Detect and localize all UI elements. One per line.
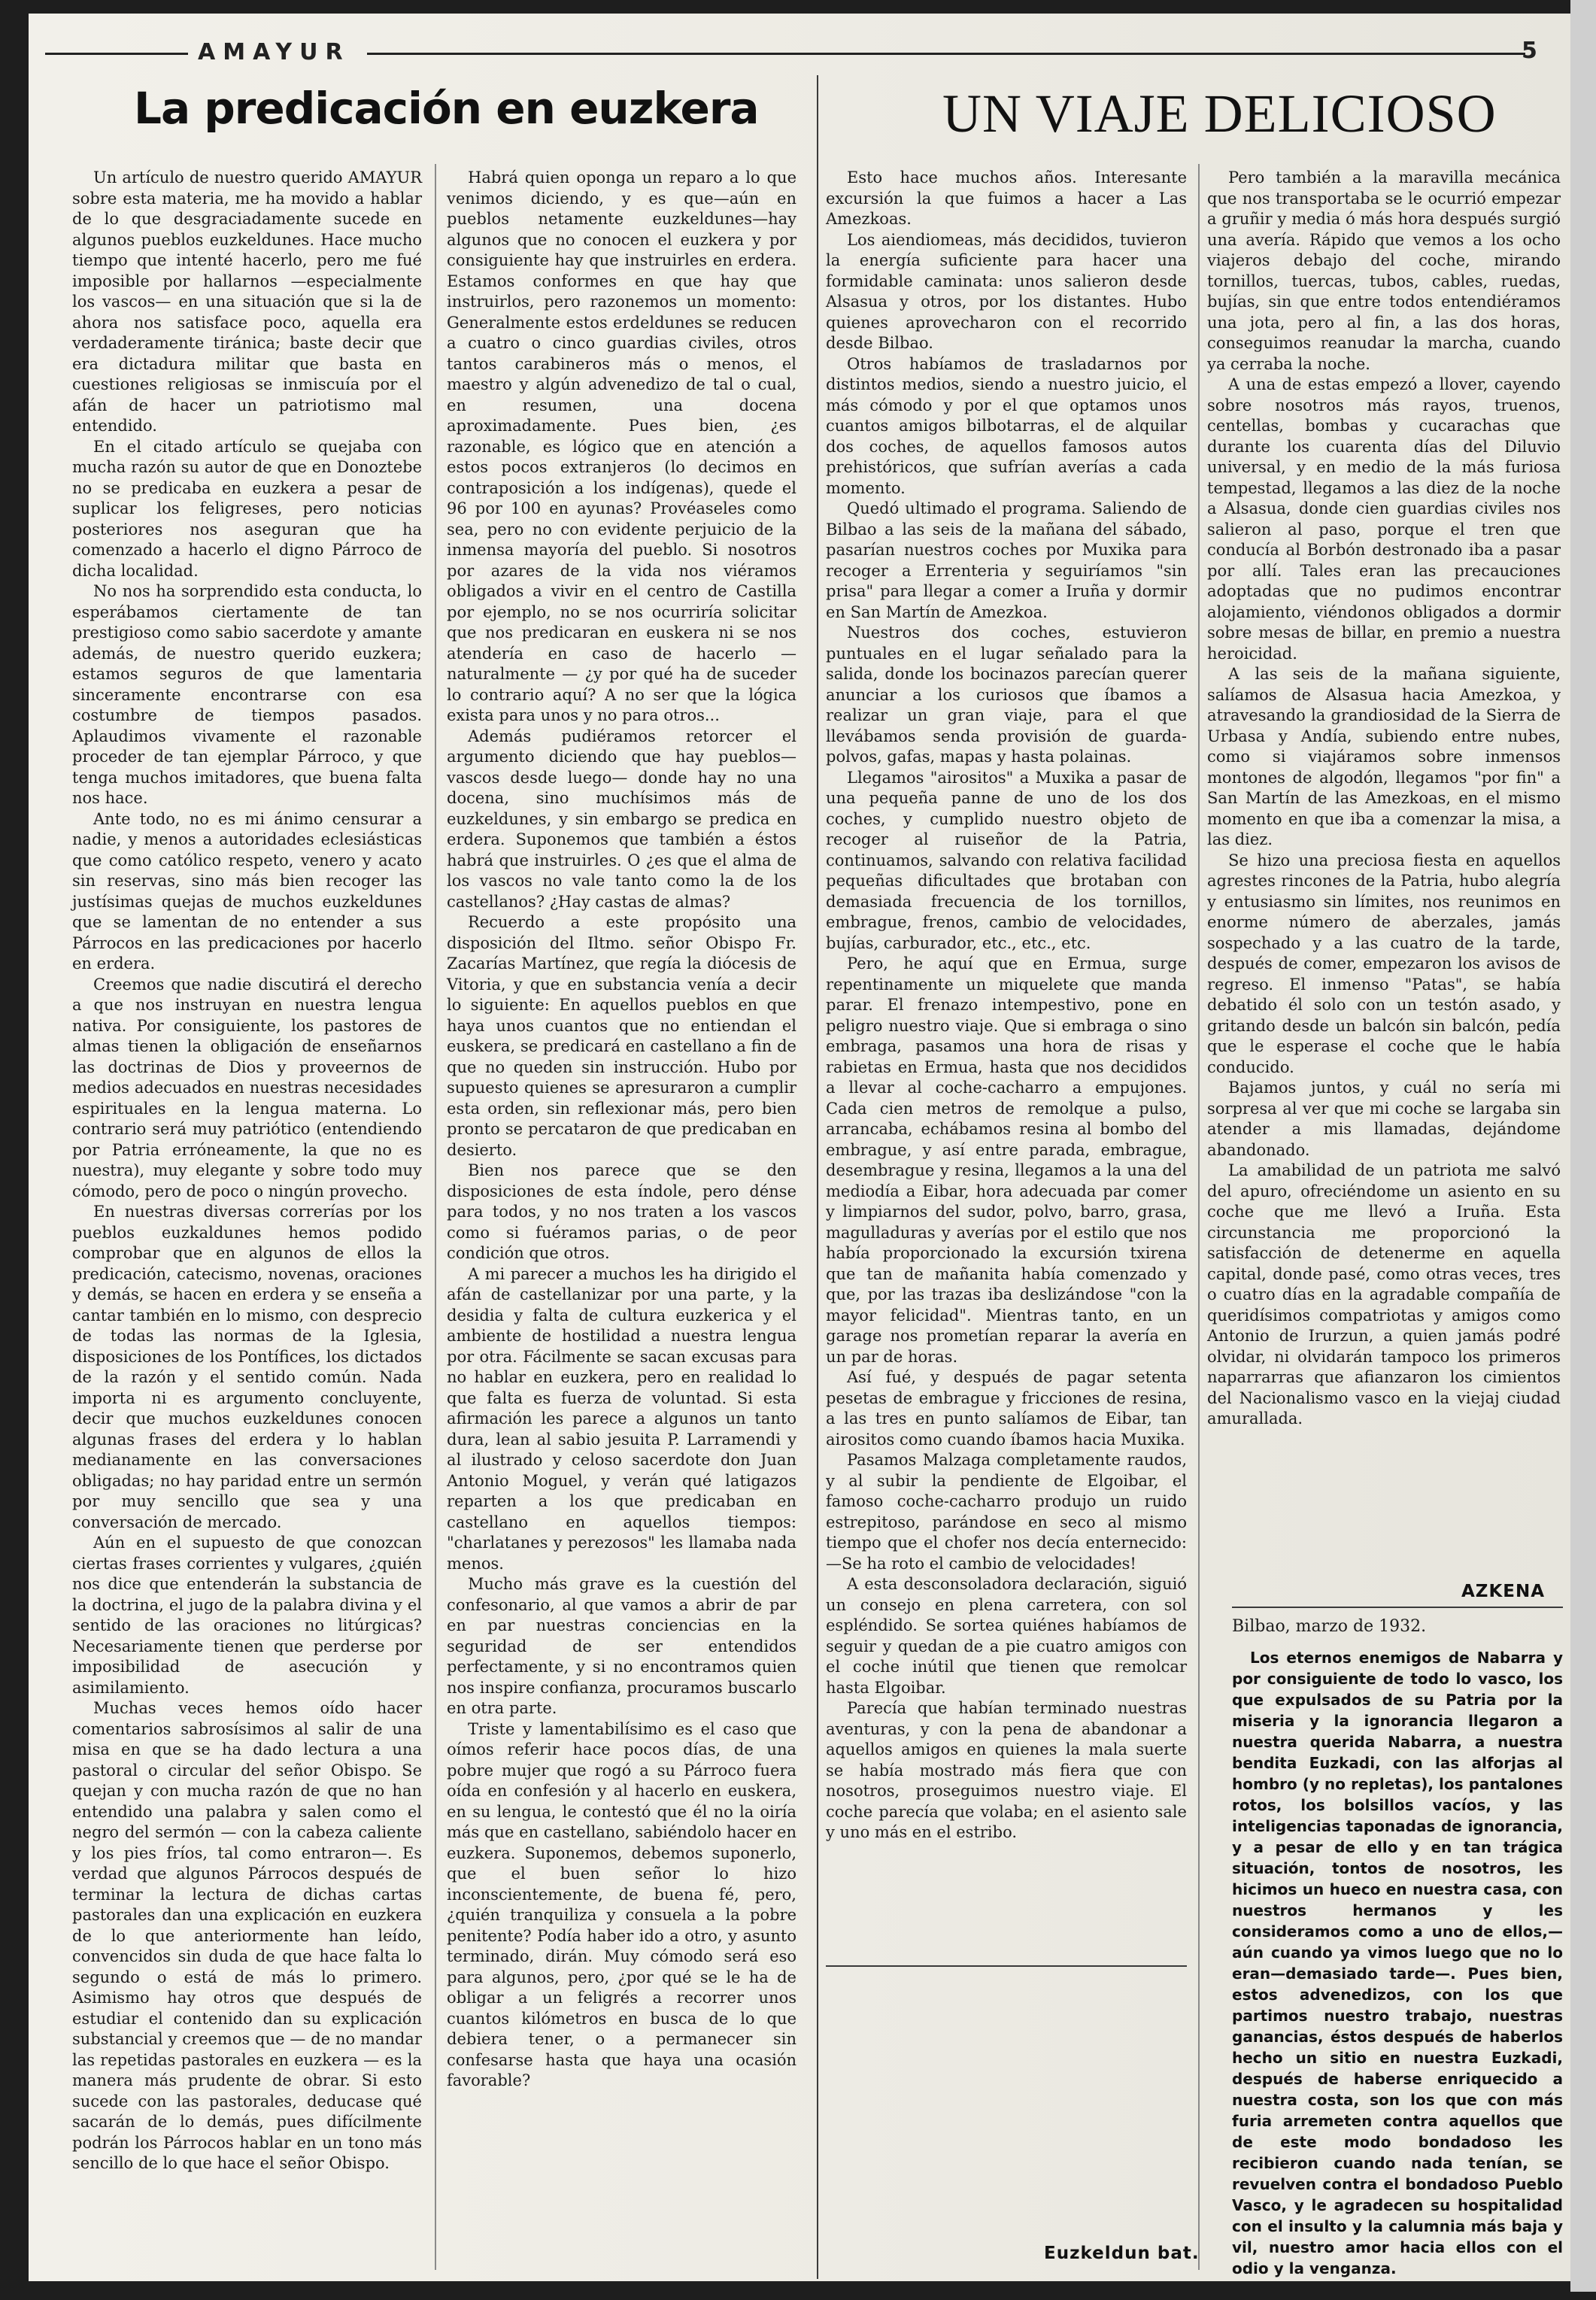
- header-rule-right: [367, 53, 1525, 55]
- paragraph: Además pudiéramos retorcer el argumento diciendo que hay pueblos—vascos desde luego— donde hay no una docena, sino muchísimos más de euzkeldunes, y sin embargo se predica en erdera. Suponemos que también a éstos habrá que instruirles. O ¿es que el alma de los vascos no vale tanto como la de los castellanos? ¿Hay castas de almas?: [447, 727, 796, 911]
- paragraph: Triste y lamentabilísimo es el caso que oímos referir hace pocos días, de una pobre mujer que rogó a su Párroco fuera oída en confesión y al hacerlo en euskera, en su lengua, le contestó que él no la oiría más que en castellano, sabiéndolo hacer en euzkera. Suponemos, debemos suponerlo, que el buen señor lo hizo inconscientemente, de buena fé, pero, ¿quién tranquiliza y consuela a la pobre penitente? Podía haber ido a otro, y asunto terminado, dirán. Muy cómodo será eso para algunos, pero, ¿por qué se le ha de obligar a un feligrés a recorrer unos cuantos kilómetros en busca de lo que debiera tener, o a permanecer sin confesarse hasta que haya una ocasión favorable?: [447, 1719, 796, 2089]
- paragraph: A las seis de la mañana siguiente, salíamos de Alsasua hacia Amezkoa, y atravesando la grandiosidad de la Sierra de Urbasa y Andía, subiendo entre nubes, como si viajáramos sobre inmensos montones de algodón, llegamos "por fin" a San Martín de las Amezkoas, en el mismo momento en que iba a comenzar la misa, a las diez.: [1207, 665, 1561, 848]
- closing-note-text: Los eternos enemigos de Nabarra y por consiguiente de todo lo vasco, los que expulsados de su Patria por la miseria y la ignorancia llegaron a nuestra querida Nabarra, a nuestra bendita Euzkadi, con las alforjas al hombro (y no repletas), los pantalones rotos, los bolsillos vacíos, y las inteligencias taponadas de ignorancia, y a pesar de ello y en tan trágica situación, tontos de nosotros, les hicimos un hueco en nuestra casa, con nuestros hermanos y les consideramos como a uno de ellos,— aún cuando ya vimos luego que no lo eran—demasiado tarde—. Pues bien, estos advenedizos, con los que partimos nuestro trabajo, nuestras ganancias, éstos después de haberlos hecho un sitio en nuestra Euzkadi, después de haberse enriquecido a nuestra costa, son los que con más furia arremeten contra aquellos que de este modo bondadoso les recibieron cuando nada tenían, se revuelven contra el bondadoso Pueblo Vasco, y le agradecen su hospitalidad con el insulto y la calumnia más baja y vil, nuestro amor hacia ellos con el odio y la venganza.: [1232, 1649, 1563, 2277]
- header-rule-left: [45, 53, 188, 55]
- paragraph: Pasamos Malzaga completamente raudos, y al subir la pendiente de Elgoibar, el famoso coche-cacharro produjo un ruido estrepitoso, parándose en seco al mismo tiempo que el chofer nos decía enternecido: —Se ha roto el cambio de velocidades!: [826, 1451, 1187, 1573]
- center-column-divider: [817, 75, 818, 2279]
- paragraph: En nuestras diversas correrías por los pueblos euzkaldunes hemos podido comprobar que en algunos de ellos la predicación, catecismo, novenas, oraciones y demás, se hacen en erdera y se enseña a cantar también en lo mismo, con desprecio de todas las normas de la Iglesia, disposiciones de los Pontífices, los dictados de la razón y el sentido común. Nada importa ni es argumento concluyente, decir que muchos euzkeldunes conocen algunas frases del erdera y lo hablan medianamente en las conversaciones obligadas; no hay paridad entre un sermón por muy sencillo que sea y una conversación de mercado.: [72, 1203, 422, 1531]
- dateline: Bilbao, marzo de 1932.: [1232, 1617, 1427, 1636]
- paragraph: Mucho más grave es la cuestión del confesonario, al que vamos a abrir de par en par nuestras conciencias en la seguridad de ser entendidos perfectamente, y si no encontramos quien nos inspire confianza, procuramos buscarlo en otra parte.: [447, 1575, 796, 1717]
- newspaper-page: [29, 14, 1570, 2281]
- paragraph: La amabilidad de un patriota me salvó del apuro, ofreciéndome un asiento en su coche que me llevó a Iruña. Esta circunstancia me proporcionó la satisfacción de detenerme en aquella capital, donde pasé, como otras veces, tres o cuatro días en la agradable compañía de queridísimos compatriotas y amigos como Antonio de Irurzun, a quien jamás podré olvidar, ni olvidarán tampoco los primeros naparrarras que afianzaron los cimientos del Nacionalismo vasco en la viejaj ciudad amurallada.: [1207, 1161, 1561, 1428]
- left-column-gutter: [435, 164, 436, 2270]
- left-article-column-2: [447, 168, 796, 2300]
- paragraph: A esta desconsoladora declaración, siguió un consejo en plena carretera, con sol espléndido. Se sortea quiénes habíamos de seguir y quedan de a pie cuatro amigos con el coche inútil que tienen que remolcar hasta Elgoibar.: [826, 1575, 1187, 1697]
- paragraph: Se hizo una preciosa fiesta en aquellos agrestes rincones de la Patria, hubo alegría y entusiasmo sin límites, nos reunimos en enorme número de aberzales, jamás sospechado y a las cuatro de la tarde, después de comer, empezaron los avisos de regreso. El inmenso "Patas", se había debatido él solo con un testón asado, y gritando desde un balcón sin balcón, pedía que le esperase el coche que le había conducido.: [1207, 851, 1561, 1076]
- paragraph: Quedó ultimado el programa. Saliendo de Bilbao a las seis de la mañana del sábado, pasarían nuestros coches por Muxika para recoger a Errenteria y seguiríamos "sin prisa" para llegar a comer a Iruña y dormir en San Martín de Amezkoa.: [826, 499, 1187, 621]
- running-header: [29, 38, 1570, 74]
- paragraph: Habrá quien oponga un reparo a lo que venimos diciendo, y es que—aún en pueblos netamente euzkeldunes—hay algunos que no conocen el euzkera y por consiguiente hay que instruirles en erdera. Estamos conformes en que hay que instruirlos, pero razonemos un momento: Generalmente estos erdeldunes se reducen a cuatro o cinco guardias civiles, otros tantos carabineros más o menos, el maestro y algún advenedizo de tal o cual, en resumen, una docena aproximadamente. Pues bien, ¿es razonable, es lógico que en atención a estos pocos extranjeros (lo decimos en contraposición a los indígenas), quede el 96 por 100 en ayunas? Provéaseles como sea, pero no con evidente perjuicio de la inmensa mayoría del pueblo. Si nosotros por azares de la vida nos viéramos obligados a vivir en el centro de Castilla por ejemplo, no se nos ocurriría solicitar que nos predicaran en euskera ni se nos atendería en caso de hacerlo — naturalmente — ¿y por qué ha de suceder lo contrario aquí? A no ser que la lógica exista para unos y no para otros...: [447, 168, 796, 724]
- paragraph: Creemos que nadie discutirá el derecho a que nos instruyan en nuestra lengua nativa. Por consiguiente, los pastores de almas tienen la obligación de enseñarnos las doctrinas de Dios y proveernos de medios adecuados en nuestras necesidades espirituales en la lengua materna. Lo contrario será muy patriótico (entendiendo por Patria erróneamente, la que no es nuestra), muy elegante y sobre todo muy cómodo, pero de poco o ningún provecho.: [72, 975, 422, 1200]
- paragraph: Muchas veces hemos oído hacer comentarios sabrosísimos al salir de una misa en que se ha dado lectura a una pastoral o circular del señor Obispo. Se quejan y con mucha razón de que no han entendido una palabra y salen como el negro del sermón — con la cabeza caliente y los pies fríos, tal como entraron—. Es verdad que algunos Párrocos después de terminar la lectura de dichas cartas pastorales dan una explicación en euzkera de lo que anteriormente han leído, convencidos sin duda de que hace falta lo segundo o está de más lo primero. Asimismo hay otros que después de estudiar el contenido dan su explicación substancial y creemos que — de no mandar las repetidas pastorales en euzkera — es la manera más prudente de obrar. Si esto sucede con las pastorales, deducase qué sacarán de lo demás, pues difícilmente podrán los Párrocos hablar en un tono más sencillo de lo que hace el señor Obispo.: [72, 1699, 422, 2172]
- right-article-column-1: [826, 168, 1187, 2202]
- paragraph: A una de estas empezó a llover, cayendo sobre nosotros más rayos, truenos, centellas, bombas y cucarachas que durante los cuarenta días del Diluvio universal, y en medio de la más furiosa tempestad, llegamos a las diez de la noche a Alsasua, donde cien guardias civiles nos salieron al paso, porque el tren que conducía al Borbón destronado iba a pasar por allí. Tales eran las precauciones adoptadas que no pudimos encontrar alojamiento, viéndonos obligados a dormir sobre mesas de billar, en premio a nuestra heroicidad.: [1207, 375, 1561, 663]
- paragraph: Los aiendiomeas, más decididos, tuvieron la energía suficiente para hacer una formidable caminata: unos salieron desde Alsasua y otros, por los distantes. Hubo quienes aprovecharon con el recorrido desde Bilbao.: [826, 230, 1187, 352]
- paragraph: Así fué, y después de pagar setenta pesetas de embrague y fricciones de resina, a las tres en punto salíamos de Eibar, tan airositos como cuando íbamos hacia Muxika.: [826, 1368, 1187, 1449]
- paragraph: Pero, he aquí que en Ermua, surge repentinamente un miquelete que manda parar. El frenazo intempestivo, pone en peligro nuestro viaje. Que si embraga o sino embraga, pasamos una hora de risas y rabietas en Ermua, hasta que nos decididos a llevar al coche-cacharro a empujones. Cada cien metros de remolque a pulso, arrancaba, echábamos resina al bombo del embrague, y así entre parada, embrague, desembrague y resina, llegamos a la una del mediodía a Eibar, hora adecuada par comer y limpiarnos del sudor, polvo, barro, grasa, magulladuras y averías por el estilo que nos había proporcionado la excursión txirena que tan de mañanita había comenzado y que, por las trazas iba deslizándose "con la mayor felicidad". Mientras tanto, en un garage nos prometían reparar la avería en un par de horas.: [826, 954, 1187, 1366]
- right-article-column-2: [1207, 168, 1561, 1710]
- paragraph: Ante todo, no es mi ánimo censurar a nadie, y menos a autoridades eclesiásticas que como católico respeto, venero y acato sin reservas, sino más bien recoger las justísimas quejas de muchos euzkeldunes que se lamentan de no entender a sus Párrocos en las predicaciones por hacerlo en erdera.: [72, 809, 422, 972]
- paragraph: Recuerdo a este propósito una disposición del Iltmo. señor Obispo Fr. Zacarías Martínez, que regía la diócesis de Vitoria, y que en substancia venía a decir lo siguiente: En aquellos pueblos en que haya unos cuantos que no entiendan el euskera, se predicará en castellano a fin de que no queden sin instrucción. Hubo por supuesto quienes se apresuraron a cumplir esta orden, sin reflexionar más, pero bien pronto se percataron de que predicaban en desierto.: [447, 913, 796, 1159]
- paragraph: No nos ha sorprendido esta conducta, lo esperábamos ciertamente de tan prestigioso como sabio sacerdote y amante además, de nuestro querido euzkera; estamos seguros de que lamentaria sinceramente encontrarse con esa costumbre de tiempos pasados. Aplaudimos vivamente el razonable proceder de tan ejemplar Párroco, y que tenga muchos imitadores, que buena falta nos hace.: [72, 582, 422, 807]
- paragraph: Bien nos parece que se den disposiciones de esta índole, pero dénse para todos, y no nos traten a los vascos como si fuéramos parias, o de peor condición que otros.: [447, 1161, 796, 1262]
- paragraph: Nuestros dos coches, estuvieron puntuales en el lugar señalado para la salida, donde los bocinazos parecían querer anunciar a los curiosos que íbamos a realizar un gran viaje, para el que llevábamos senda provisión de guarda-polvos, gafas, mapas y hasta polainas.: [826, 624, 1187, 766]
- paragraph: Llegamos "airositos" a Muxika a pasar de una pequeña panne de uno de los dos coches, y cumplido nuestro objeto de recoger al ruiseñor de la Patria, continuamos, salvando con relativa facilidad pequeñas dificultades que brotaban con demasiada frecuencia de los tornillos, embrague, frenos, cambio de velocidades, bujías, carburador, etc., etc., etc.: [826, 768, 1187, 952]
- page-edge: [1570, 0, 1596, 2292]
- paragraph: Aún en el supuesto de que conozcan ciertas frases corrientes y vulgares, ¿quién nos dice que entenderán la substancia de la doctrina, el jugo de la palabra divina y el sentido de las oraciones no litúrgicas? Necesariamente tienen que perderse por imposibilidad de asecución y asimilamiento.: [72, 1534, 422, 1697]
- paragraph: A mi parecer a muchos les ha dirigido el afán de castellanizar por una parte, y la desidia y falta de cultura euzkerica y el ambiente de hostilidad a nuestra lengua por otra. Fácilmente se sacan excusas para no hablar en euzkera, pero en realidad lo que falta es fuerza de voluntad. Si esta afirmación les parece a algunos un tanto dura, lean al sabio jesuita P. Larramendi y al ilustrado y celoso sacerdote don Juan Antonio Moguel, y verán qué latigazos reparten a los que predicaban en castellano en aquellos tiempos: "charlatanes y perezosos" les llamaba nada menos.: [447, 1264, 796, 1573]
- left-article-signature: Euzkeldun bat.: [1044, 2244, 1200, 2263]
- closing-note: [1232, 1647, 1563, 2277]
- paragraph: Parecía que habían terminado nuestras aventuras, y con la pena de abandonar a aquellos amigos en quienes la mala suerte se había mostrado más fiera que con nosotros, proseguimos nuestro viaje. El coche parecía que volaba; en el asiento sale y uno más en el estribo.: [826, 1699, 1187, 1841]
- paragraph: Otros habíamos de trasladarnos por distintos medios, siendo a nuestro juicio, el más cómodo y por el que optamos unos cuantos amigos bilbotarras, el de alquilar dos coches, de aquellos famosos autos prehistóricos, que sufrían averías a cada momento.: [826, 354, 1187, 497]
- page-number: 5: [1522, 38, 1537, 64]
- paragraph: Pero también a la maravilla mecánica que nos transportaba se le ocurrió empezar a gruñir y media ó más hora después surgió una avería. Rápido que vemos a los ocho viajeros debajo del coche, mirando tornillos, tuercas, tubos, cables, ruedas, bujías, sin que entre todos entendiéramos una jota, pero al fin, a las dos horas, conseguimos reanudar la marcha, cuando ya cerraba la noche.: [1207, 168, 1561, 373]
- section-divider: [1232, 1607, 1563, 1608]
- paragraph: Esto hace muchos años. Interesante excursión la que fuimos a hacer a Las Amezkoas.: [826, 168, 1187, 228]
- left-article-column-1: [72, 168, 422, 2300]
- paragraph: Un artículo de nuestro querido AMAYUR sobre esta materia, me ha movido a hablar de lo que desgraciadamente sucede en algunos pueblos euzkeldunes. Hace mucho tiempo que intenté hacerlo, pero me fué imposible por hallarnos —especialmente los vascos— en una situación que si la de ahora nos satisface poco, aquella era verdaderamente tiránica; baste decir que era dictadura militar que basta en cuestiones religiosas se inmiscuía por el afán de hacer un patriotismo mal entendido.: [72, 168, 422, 435]
- column-break-rule: [826, 1965, 1187, 1967]
- right-column-gutter: [1198, 164, 1200, 2270]
- right-article-title: UN VIAJE DELICIOSO: [942, 83, 1497, 144]
- paragraph: Bajamos juntos, y cuál no sería mi sorpresa al ver que mi coche se largaba sin atender a mis llamadas, dejándome abandonado.: [1207, 1079, 1561, 1159]
- left-article-title: La predicación en euzkera: [134, 83, 759, 134]
- paragraph: En el citado artículo se quejaba con mucha razón su autor de que en Donoztebe no se predicaba en euzkera a pesar de suplicar los feligreses, pero noticias posteriores nos aseguran que ha comenzado a hacerlo el digno Párroco de dicha localidad.: [72, 437, 422, 580]
- newspaper-name: AMAYUR: [198, 39, 350, 65]
- right-article-signature: AZKENA: [1461, 1582, 1546, 1601]
